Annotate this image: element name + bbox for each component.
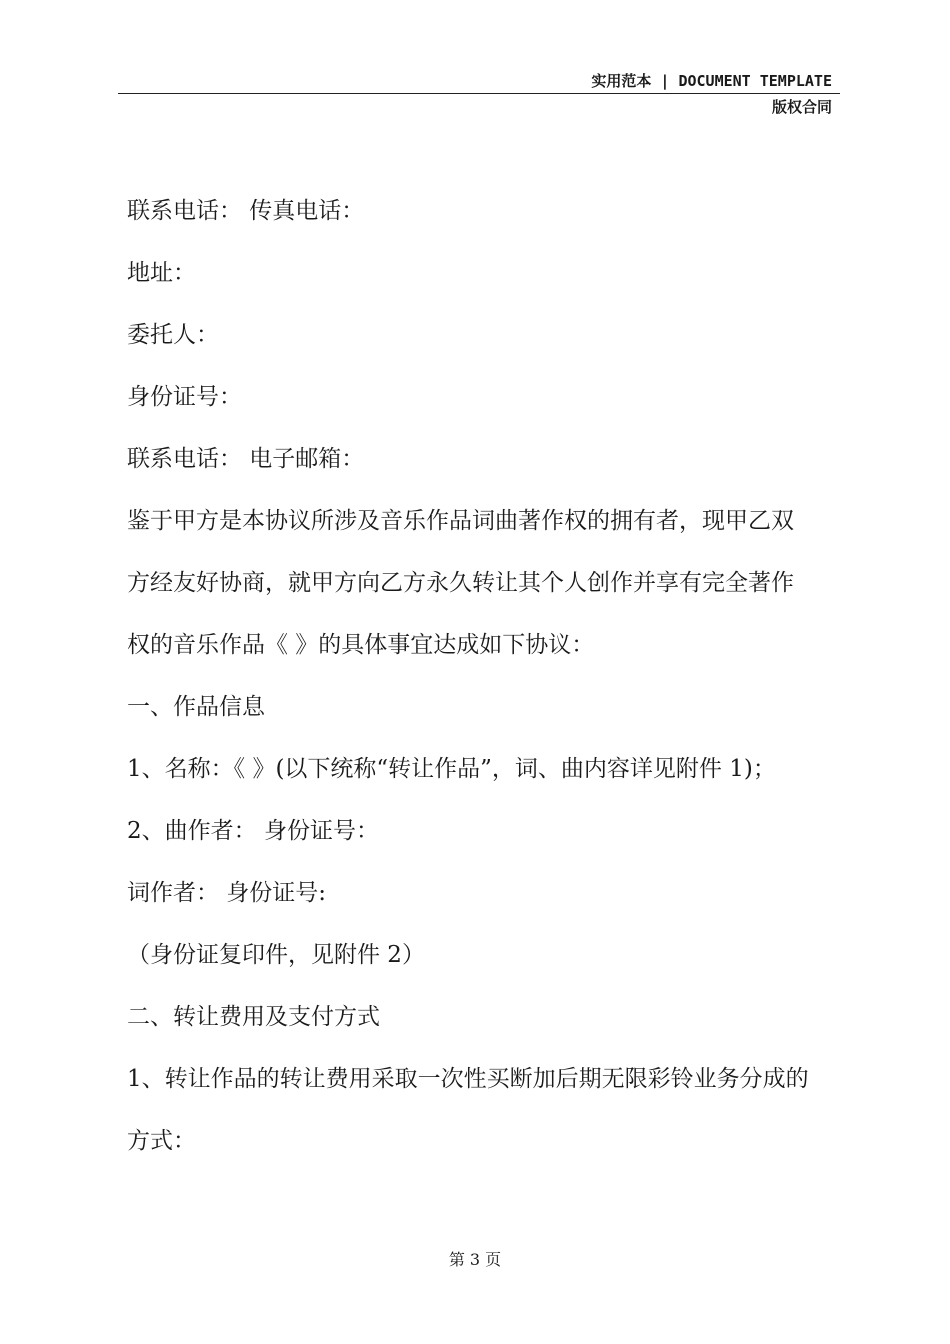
text-line: 鉴于甲方是本协议所涉及音乐作品词曲著作权的拥有者，现甲乙双 — [127, 508, 794, 534]
text-line: 身份证号： — [127, 384, 242, 410]
text-line: 权的音乐作品《 》的具体事宜达成如下协议： — [127, 632, 595, 658]
text-line: 方经友好协商，就甲方向乙方永久转让其个人创作并享有完全著作 — [127, 570, 794, 596]
section-heading: 一、作品信息 — [127, 694, 265, 720]
text-line: 委托人： — [127, 322, 219, 348]
text-line: 联系电话： 电子邮箱： — [127, 446, 365, 472]
text-line: 方式： — [127, 1128, 196, 1154]
page-number: 第 3 页 — [448, 1250, 502, 1269]
text-line: 地址： — [127, 260, 196, 286]
page-header — [118, 66, 840, 120]
text-line: （身份证复印件，见附件 2） — [127, 942, 425, 968]
header-document-type: 版权合同 — [771, 98, 832, 116]
header-divider — [118, 93, 840, 94]
text-line: 2、曲作者： 身份证号： — [127, 818, 379, 844]
text-line: 1、名称：《 》(以下统称“转让作品”，词、曲内容详见附件 1)； — [127, 756, 776, 782]
text-line: 1、转让作品的转让费用采取一次性买断加后期无限彩铃业务分成的 — [127, 1066, 809, 1092]
header-template-label: 实用范本 | DOCUMENT TEMPLATE — [591, 72, 832, 90]
document-body — [127, 180, 839, 1172]
section-heading: 二、转让费用及支付方式 — [127, 1004, 380, 1030]
text-line: 词作者： 身份证号: — [127, 880, 327, 906]
text-line: 联系电话： 传真电话： — [127, 198, 365, 224]
